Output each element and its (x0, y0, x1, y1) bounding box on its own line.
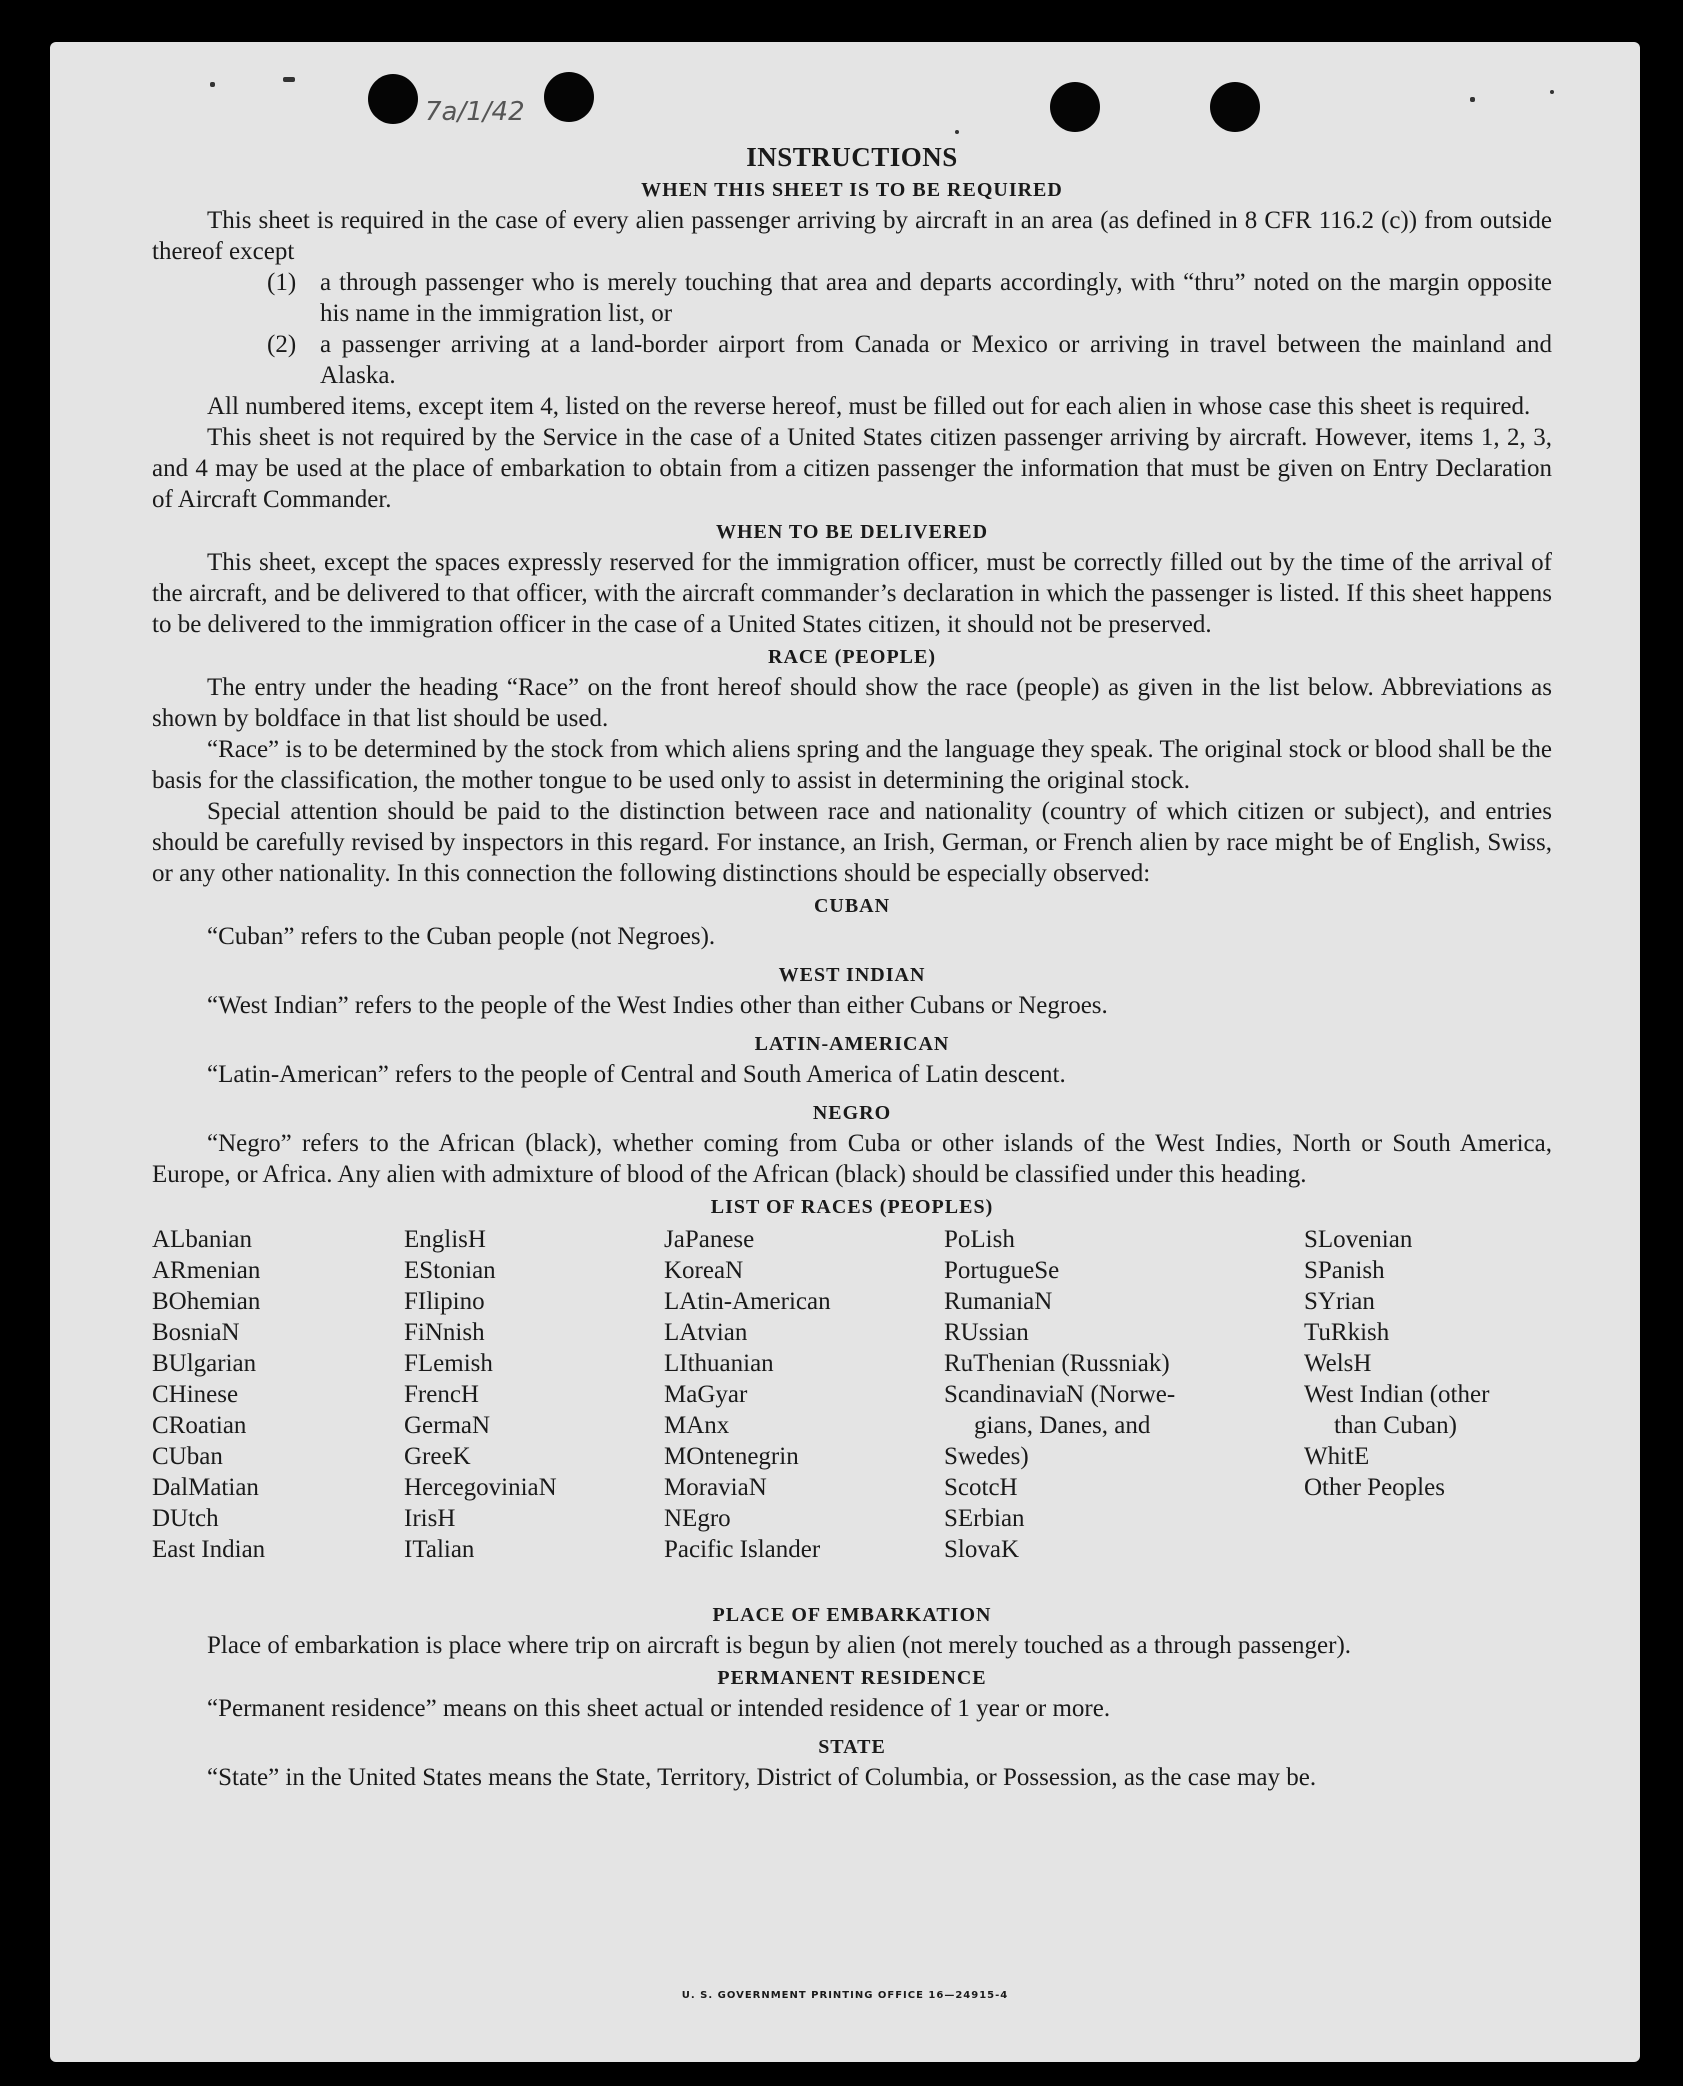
race-entry: LAtvian (664, 1319, 748, 1346)
race-entry: MoraviaN (664, 1474, 767, 1501)
punch-hole (544, 72, 594, 122)
race-entry: SLovenian (1304, 1226, 1413, 1253)
race-entry: EStonian (404, 1257, 496, 1284)
race-entry: Swedes) (944, 1443, 1029, 1470)
race-entry: Pacific Islander (664, 1536, 821, 1563)
race-entry: DalMatian (152, 1474, 259, 1501)
race-entry: ARmenian (152, 1257, 261, 1284)
item-text: a passenger arriving at a land-border airport from Canada or Mexico or arriving in travel between the mainland and Alaska. (320, 331, 1552, 389)
heading-negro: NEGRO (812, 1102, 892, 1124)
page-title: INSTRUCTIONS (746, 142, 958, 172)
paragraph: Special attention should be paid to the distinction between race and nationality (country of which citizen or subject), and entries should be carefully revised by inspectors in this regard. For instance, an Irish, German, or French alien by race might be of English, Swiss, or any other nationality. In this connection the following distinctions should be especially observed: (152, 798, 1552, 887)
speck (955, 130, 959, 134)
race-entry: FLemish (404, 1350, 493, 1377)
heading-race: RACE (PEOPLE) (768, 646, 936, 668)
race-entry: PoLish (944, 1226, 1015, 1253)
speck (283, 77, 295, 82)
paragraph: “Negro” refers to the African (black), whether coming from Cuba or other islands of the West Indies, North or South America, Europe, or Africa. Any alien with admixture of blood of the African (black) should be classified under this heading. (152, 1130, 1552, 1188)
paragraph: This sheet, except the spaces expressly reserved for the immigration officer, must be correctly filled out by the time of the arrival of the aircraft, and be delivered to that officer, with the aircraft commander’s declaration in which the passenger is listed. If this sheet happens to be delivered to the immigration officer in the case of a United States citizen, it should not be preserved. (152, 549, 1552, 638)
punch-hole (1050, 82, 1100, 132)
race-entry: ALbanian (152, 1226, 252, 1253)
paragraph: “State” in the United States means the State, Territory, District of Columbia, or Possession, as the case may be. (207, 1764, 1317, 1791)
race-entry: MaGyar (664, 1381, 748, 1408)
race-entry: ScandinaviaN (Norwe- (944, 1381, 1176, 1408)
race-entry: HercegoviniaN (404, 1474, 557, 1501)
race-entry: DUtch (152, 1505, 219, 1532)
races-column (944, 1224, 1175, 1565)
heading-embarkation: PLACE OF EMBARKATION (712, 1604, 992, 1626)
race-entry: WhitE (1304, 1443, 1370, 1470)
item-number: (2) (267, 331, 297, 358)
paragraph: “Cuban” refers to the Cuban people (not Negroes). (207, 923, 716, 950)
race-entry: PortugueSe (944, 1257, 1060, 1284)
race-entry: FrencH (404, 1381, 479, 1408)
race-entry: IrisH (404, 1505, 456, 1532)
race-entry: SYrian (1304, 1288, 1375, 1315)
races-list (152, 1224, 1552, 1598)
item-number: (1) (267, 269, 297, 296)
paragraph: The entry under the heading “Race” on the front hereof should show the race (people) as given in the list below. Abbreviations as shown by boldface in that list should be used. (152, 674, 1552, 732)
race-entry: WelsH (1304, 1350, 1372, 1377)
races-column (664, 1224, 831, 1565)
race-entry: NEgro (664, 1505, 731, 1532)
race-entry: SlovaK (944, 1536, 1019, 1563)
race-entry: West Indian (other (1304, 1381, 1490, 1408)
paragraph: This sheet is required in the case of every alien passenger arriving by aircraft in an area (as defined in 8 CFR 116.2 (c)) from outside thereof except (152, 207, 1552, 265)
race-entry: Other Peoples (1304, 1474, 1445, 1501)
race-entry: East Indian (152, 1536, 266, 1563)
race-entry: SPanish (1304, 1257, 1385, 1284)
race-entry: GreeK (404, 1443, 471, 1470)
heading-when-delivered: WHEN TO BE DELIVERED (715, 521, 989, 543)
races-column (152, 1224, 265, 1565)
race-entry: than Cuban) (1334, 1412, 1457, 1439)
race-entry: BUlgarian (152, 1350, 257, 1377)
heading-state: STATE (818, 1736, 886, 1758)
heading-latin-american: LATIN-AMERICAN (754, 1033, 950, 1055)
race-entry: LAtin-American (664, 1288, 831, 1315)
race-entry: GermaN (404, 1412, 491, 1439)
paragraph: Place of embarkation is place where trip on aircraft is begun by alien (not merely touched as a through passenger). (207, 1632, 1352, 1659)
paragraph: “Permanent residence” means on this sheet actual or intended residence of 1 year or more. (207, 1695, 1111, 1722)
speck (210, 82, 215, 87)
race-entry: MOntenegrin (664, 1443, 799, 1470)
race-entry: BOhemian (152, 1288, 261, 1315)
speck (1470, 97, 1475, 102)
heading-cuban: CUBAN (813, 895, 891, 917)
handwritten-note: 7a/1/42 (425, 97, 525, 127)
paragraph: “Race” is to be determined by the stock from which aliens spring and the language they speak. The original stock or blood shall be the basis for the classification, the mother tongue to be used only to assist in determining the original stock. (152, 736, 1552, 794)
speck (1550, 90, 1554, 94)
race-entry: LIthuanian (664, 1350, 774, 1377)
paragraph: This sheet is not required by the Service in the case of a United States citizen passenger arriving by aircraft. However, items 1, 2, 3, and 4 may be used at the place of embarkation to obtain from a citizen passenger the information that must be given on Entry Declaration of Aircraft Commander. (152, 424, 1552, 513)
document-page (50, 42, 1640, 2062)
races-column (404, 1224, 557, 1565)
race-entry: ScotcH (944, 1474, 1018, 1501)
punch-hole (368, 74, 418, 124)
race-entry: CHinese (152, 1381, 239, 1408)
race-entry: FIlipino (404, 1288, 485, 1315)
paragraph: All numbered items, except item 4, listed on the reverse hereof, must be filled out for each alien in whose case this sheet is required. (207, 393, 1531, 420)
race-entry: EnglisH (404, 1226, 486, 1253)
heading-west-indian: WEST INDIAN (778, 964, 926, 986)
race-entry: CRoatian (152, 1412, 247, 1439)
printer-imprint: U. S. GOVERNMENT PRINTING OFFICE 16—24915-4 (681, 1990, 1009, 2001)
race-entry: JaPanese (664, 1226, 755, 1253)
heading-list-of-races: LIST OF RACES (PEOPLES) (710, 1196, 994, 1218)
races-column (1304, 1224, 1489, 1503)
punch-hole (1210, 82, 1260, 132)
race-entry: ITalian (404, 1536, 475, 1563)
race-entry: RuThenian (Russniak) (944, 1350, 1170, 1377)
item-text: a through passenger who is merely touching that area and departs accordingly, with “thru” noted on the margin opposite his name in the immigration list, or (320, 269, 1552, 327)
race-entry: CUban (152, 1443, 223, 1470)
list-item (267, 329, 1552, 391)
race-entry: BosniaN (152, 1319, 240, 1346)
paragraph: “Latin-American” refers to the people of Central and South America of Latin descent. (207, 1061, 1066, 1088)
race-entry: KoreaN (664, 1257, 744, 1284)
race-entry: TuRkish (1304, 1319, 1390, 1346)
race-entry: SErbian (944, 1505, 1025, 1532)
race-entry: RumaniaN (944, 1288, 1053, 1315)
heading-permanent-residence: PERMANENT RESIDENCE (717, 1667, 987, 1689)
instructions-text (152, 142, 1552, 1793)
race-entry: FiNnish (404, 1319, 485, 1346)
paragraph: “West Indian” refers to the people of the West Indies other than either Cubans or Negroes. (207, 992, 1108, 1019)
heading-when-required: WHEN THIS SHEET IS TO BE REQUIRED (641, 179, 1063, 201)
race-entry: RUssian (944, 1319, 1029, 1346)
race-entry: gians, Danes, and (974, 1412, 1151, 1439)
list-item (267, 267, 1552, 329)
race-entry: MAnx (664, 1412, 730, 1439)
